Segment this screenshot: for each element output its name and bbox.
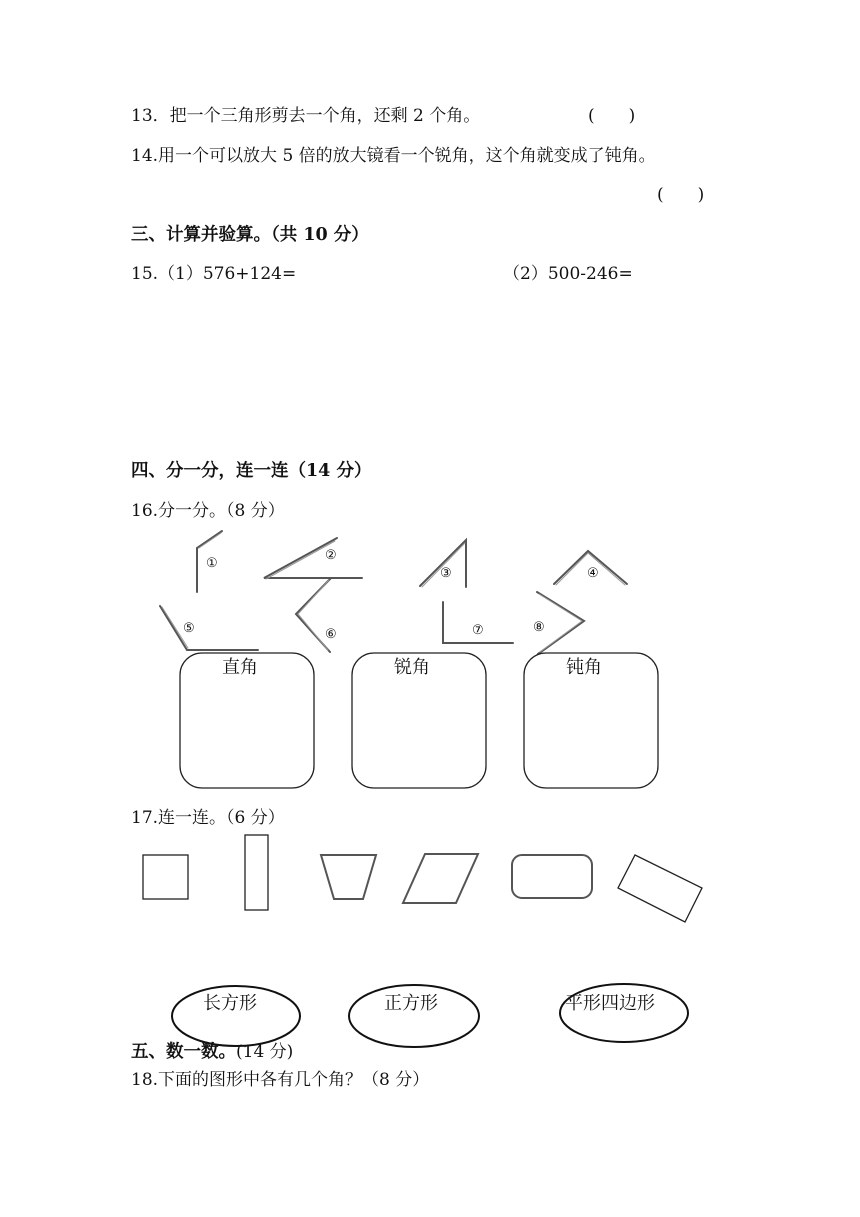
shape-parallelogram — [403, 854, 478, 903]
answer-paren-13[interactable]: ( ) — [588, 106, 636, 126]
question-16: 16.分一分。（8 分） — [131, 501, 285, 521]
shape-tall-rectangle — [245, 835, 268, 910]
oval-label-square: 正方形 — [384, 993, 438, 1014]
section-3-heading: 三、计算并验算。（共 10 分） — [131, 225, 369, 245]
question-14: 14.用一个可以放大 5 倍的放大镜看一个锐角，这个角就变成了钝角。 — [131, 146, 656, 166]
question-17: 17.连一连。（6 分） — [131, 808, 285, 828]
shape-tilted-rectangle — [618, 855, 702, 922]
angle-label-7: ⑦ — [472, 623, 484, 638]
question-15-part-1: 15.（1）576+124= — [131, 264, 297, 284]
shape-rounded-rectangle — [512, 855, 592, 898]
angle-label-8: ⑧ — [533, 620, 545, 635]
section-5-points: (14 分) — [236, 1042, 294, 1062]
angle-label-1: ① — [206, 556, 218, 571]
section-4-heading: 四、分一分，连一连（14 分） — [131, 461, 372, 481]
box-label-obtuse-angle: 钝角 — [566, 657, 602, 678]
box-label-acute-angle: 锐角 — [394, 657, 430, 678]
angle-label-2: ② — [325, 548, 337, 563]
angle-5 — [160, 606, 258, 650]
angle-label-4: ④ — [587, 566, 599, 581]
question-18: 18.下面的图形中各有几个角？（8 分） — [131, 1070, 430, 1090]
shape-trapezoid — [321, 855, 376, 899]
section-5-heading-line — [131, 1044, 293, 1062]
angle-label-6: ⑥ — [325, 627, 337, 642]
question-15-part-2: （2）500-246= — [503, 264, 633, 284]
shape-square — [143, 855, 188, 899]
box-label-right-angle: 直角 — [222, 657, 258, 678]
oval-label-rectangle: 长方形 — [203, 993, 257, 1014]
angle-label-5: ⑤ — [183, 621, 195, 636]
section-5-heading: 五、数一数。 — [131, 1042, 236, 1062]
answer-paren-14[interactable]: ( ) — [657, 185, 705, 205]
question-13: 13．把一个三角形剪去一个角，还剩 2 个角。 — [131, 106, 481, 126]
angle-label-3: ③ — [440, 566, 452, 581]
oval-label-parallelogram: 平形四边形 — [565, 993, 655, 1014]
